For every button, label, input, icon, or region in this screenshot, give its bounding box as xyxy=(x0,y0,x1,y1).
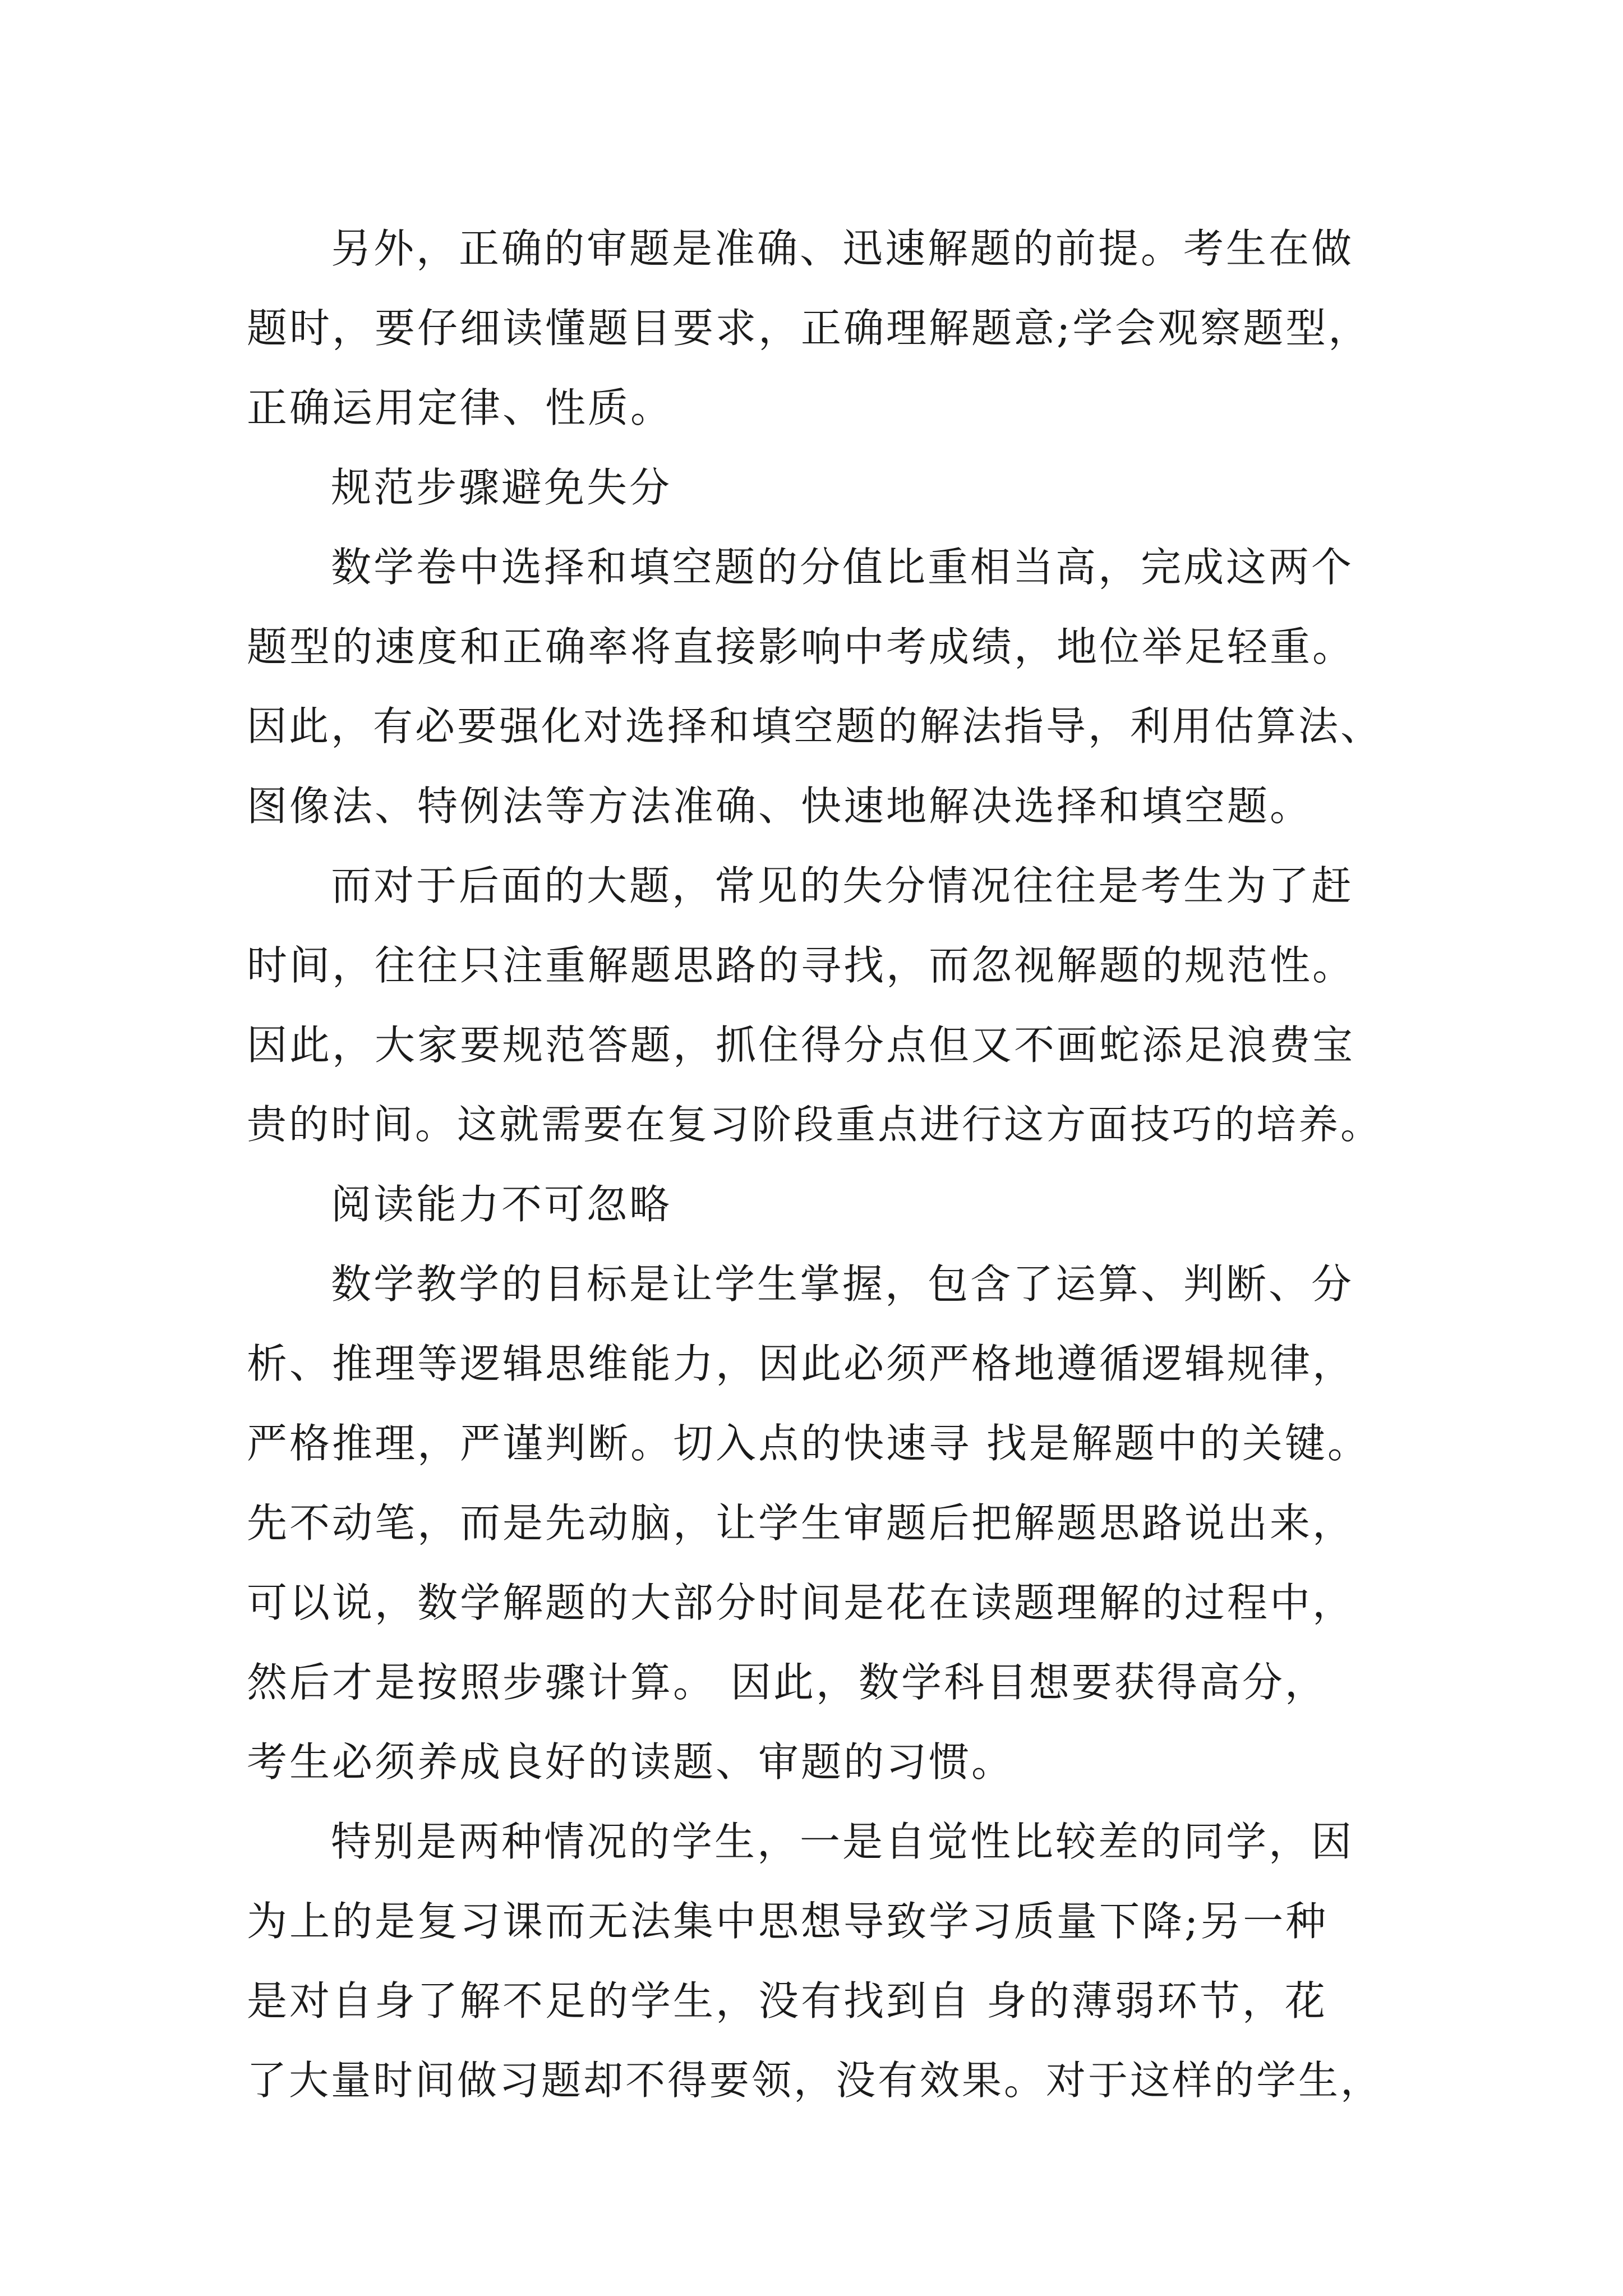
text-line: 正确运用定律、性质。 xyxy=(247,384,674,431)
text-line: 先不动笔，而是先动脑，让学生审题后把解题思路说出来， xyxy=(247,1499,1355,1547)
text-line: 图像法、特例法等方法准确、快速地解决选择和填空题。 xyxy=(247,783,1313,830)
text-line: 数学卷中选择和填空题的分值比重相当高，完成这两个 xyxy=(331,544,1354,591)
text-line: 了大量时间做习题却不得要领，没有效果。对于这样的学生， xyxy=(247,2057,1383,2104)
text-line: 贵的时间。这就需要在复习阶段重点进行这方面技巧的培养。 xyxy=(247,1101,1383,1148)
text-line: 题型的速度和正确率将直接影响中考成绩，地位举足轻重。 xyxy=(247,623,1355,670)
text-line: 另外，正确的审题是准确、迅速解题的前提。考生在做 xyxy=(331,225,1354,272)
text-line: 考生必须养成良好的读题、审题的习惯。 xyxy=(247,1738,1015,1786)
text-line: 然后才是按照步骤计算。 因此，数学科目想要获得高分， xyxy=(247,1659,1327,1706)
text-line: 因此，大家要规范答题，抓住得分点但又不画蛇添足浪费宝 xyxy=(247,1022,1355,1069)
section-heading: 规范步骤避免失分 xyxy=(331,464,672,511)
section-heading: 阅读能力不可忽略 xyxy=(331,1181,672,1228)
text-line: 严格推理，严谨判断。切入点的快速寻 找是解题中的关键。 xyxy=(247,1420,1370,1467)
text-line: 特别是两种情况的学生，一是自觉性比较差的同学，因 xyxy=(331,1818,1354,1865)
text-line: 析、推理等逻辑思维能力，因此必须严格地遵循逻辑规律， xyxy=(247,1340,1355,1387)
text-line: 时间，往往只注重解题思路的寻找，而忽视解题的规范性。 xyxy=(247,942,1355,989)
text-line: 数学教学的目标是让学生掌握，包含了运算、判断、分 xyxy=(331,1260,1354,1308)
text-line: 因此，有必要强化对选择和填空题的解法指导，利用估算法、 xyxy=(247,703,1383,749)
text-line: 为上的是复习课而无法集中思想导致学习质量下降;另一种 xyxy=(247,1898,1329,1945)
text-line: 可以说，数学解题的大部分时间是花在读题理解的过程中， xyxy=(247,1579,1355,1626)
text-line: 题时，要仔细读懂题目要求，正确理解题意;学会观察题型， xyxy=(247,305,1371,352)
text-line: 是对自身了解不足的学生，没有找到自 身的薄弱环节，花 xyxy=(247,1977,1327,2024)
text-line: 而对于后面的大题，常见的失分情况往往是考生为了赶 xyxy=(331,862,1354,909)
